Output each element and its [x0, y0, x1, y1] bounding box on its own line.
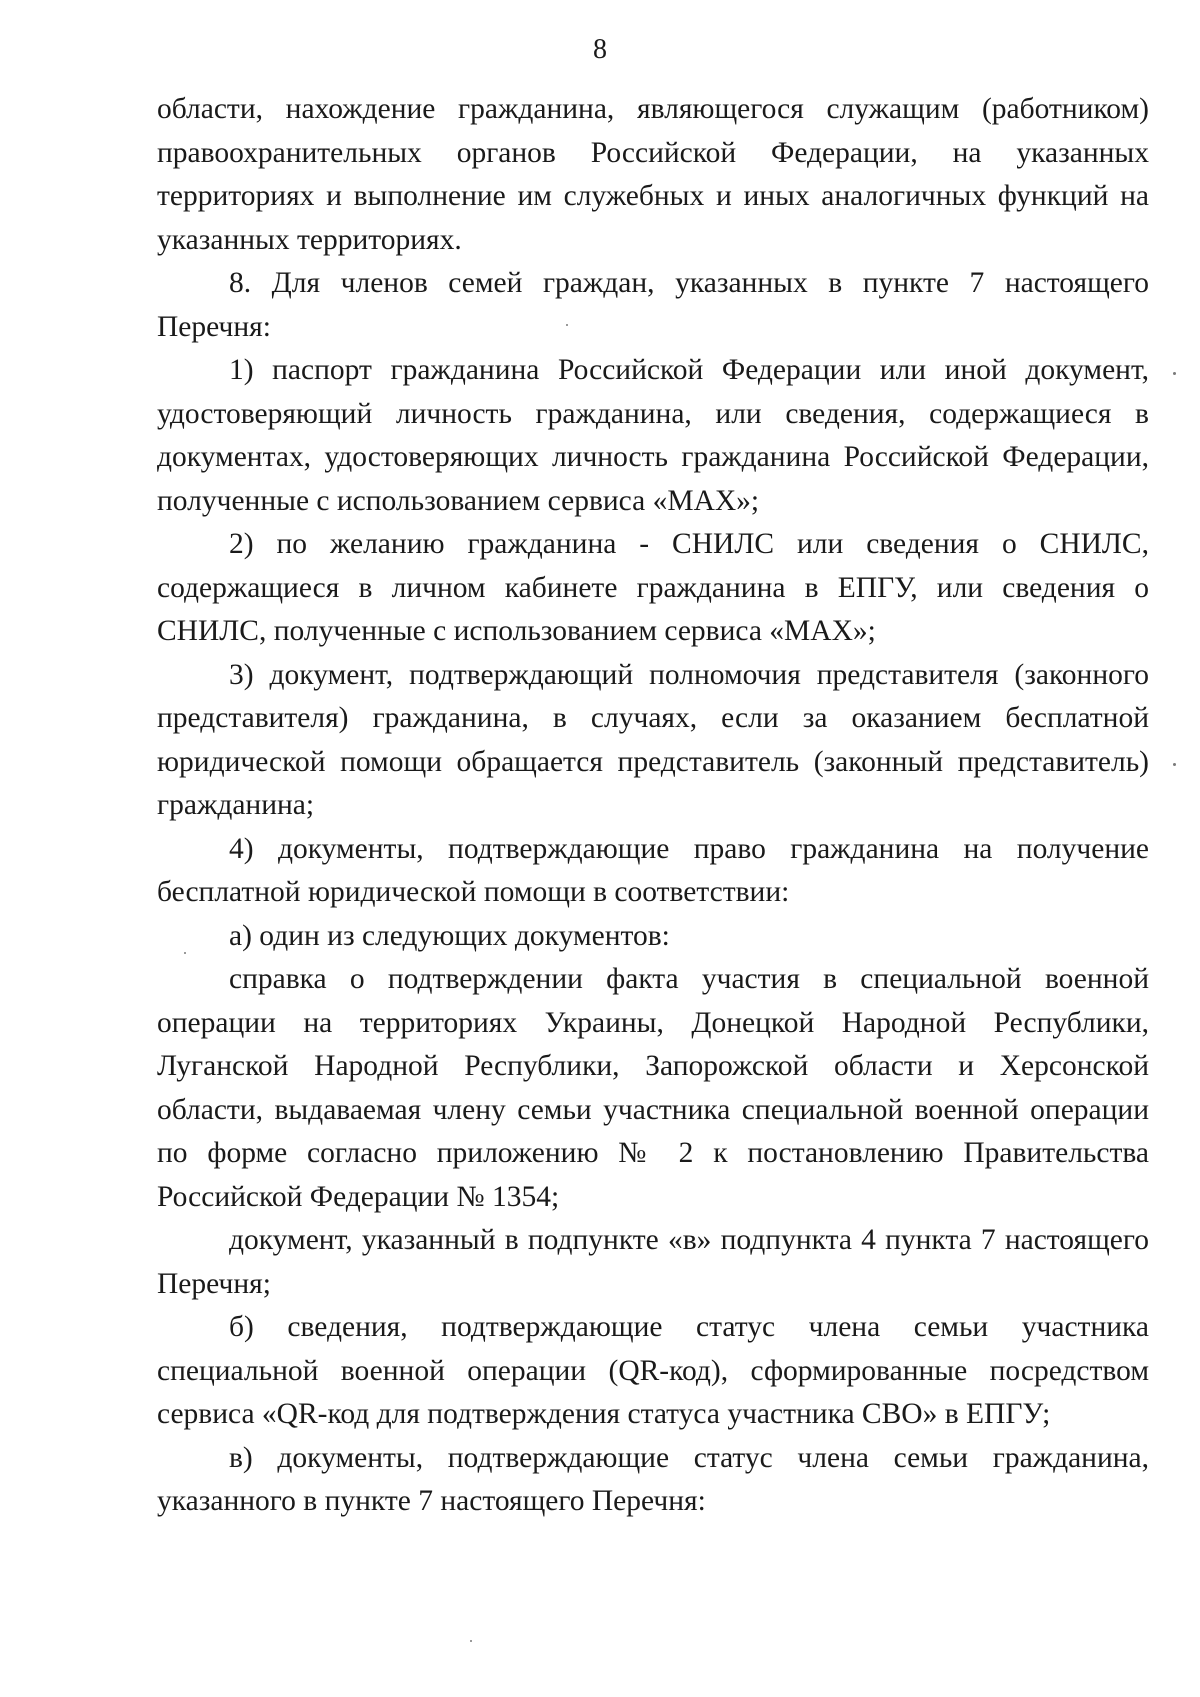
- scan-speck: [184, 952, 186, 954]
- paragraph-subitem-a: а) один из следующих документов:: [229, 919, 670, 952]
- paragraph-subitem-4: 4) документы, подтверждающие право гражданина на получение бесплатной юридической помощи в соответствии:: [157, 832, 1149, 908]
- paragraph-document-reference: документ, указанный в подпункте «в» подпункта 4 пункта 7 настоящего Перечня;: [157, 1224, 1149, 1300]
- paragraph-subitem-2: 2) по желанию гражданина - СНИЛС или сведения о СНИЛС, содержащиеся в личном кабинете гражданина в ЕПГУ, или сведения о СНИЛС, полученные с использованием сервиса «МАХ»;: [157, 528, 1149, 647]
- paragraph-subitem-v: в) документы, подтверждающие статус члена семьи гражданина, указанного в пункте 7 настоящего Перечня:: [157, 1441, 1149, 1517]
- paragraph-subitem-1: 1) паспорт гражданина Российской Федерации или иной документ, удостоверяющий личность гражданина, или сведения, содержащиеся в документах, удостоверяющих личность гражданина Российской Федерации, полученные с использованием сервиса «МАХ»;: [157, 354, 1149, 517]
- paragraph-item-8: 8. Для членов семей граждан, указанных в пункте 7 настоящего Перечня:: [157, 267, 1149, 343]
- page-number: 8: [593, 34, 607, 65]
- scan-speck: [1173, 372, 1176, 375]
- paragraph-continuation: области, нахождение гражданина, являющегося служащим (работником) правоохранительных органов Российской Федерации, на указанных территориях и выполнение им служебных и иных аналогичных функций на указанных территориях.: [157, 93, 1149, 256]
- paragraph-subitem-3: 3) документ, подтверждающий полномочия представителя (законного представителя) гражданина, в случаях, если за оказанием бесплатной юридической помощи обращается представитель (законный представитель) гражданина;: [157, 658, 1149, 821]
- scan-speck: [470, 1640, 472, 1642]
- scan-speck: [1173, 763, 1176, 766]
- paragraph-subitem-b: б) сведения, подтверждающие статус члена семьи участника специальной военной операции (QR-код), сформированные посредством сервиса «QR-код для подтверждения статуса участника СВО» в ЕПГУ;: [157, 1311, 1149, 1430]
- paragraph-certificate: справка о подтверждении факта участия в специальной военной операции на территориях Украины, Донецкой Народной Республики, Луганской Народной Республики, Запорожской области и Херсонской области, выдаваемая члену семьи участника специальной военной операции по форме согласно приложению № 2 к постановлению Правительства Российской Федерации № 1354;: [157, 963, 1149, 1213]
- document-body: [157, 88, 1149, 1524]
- scan-speck: [566, 324, 568, 326]
